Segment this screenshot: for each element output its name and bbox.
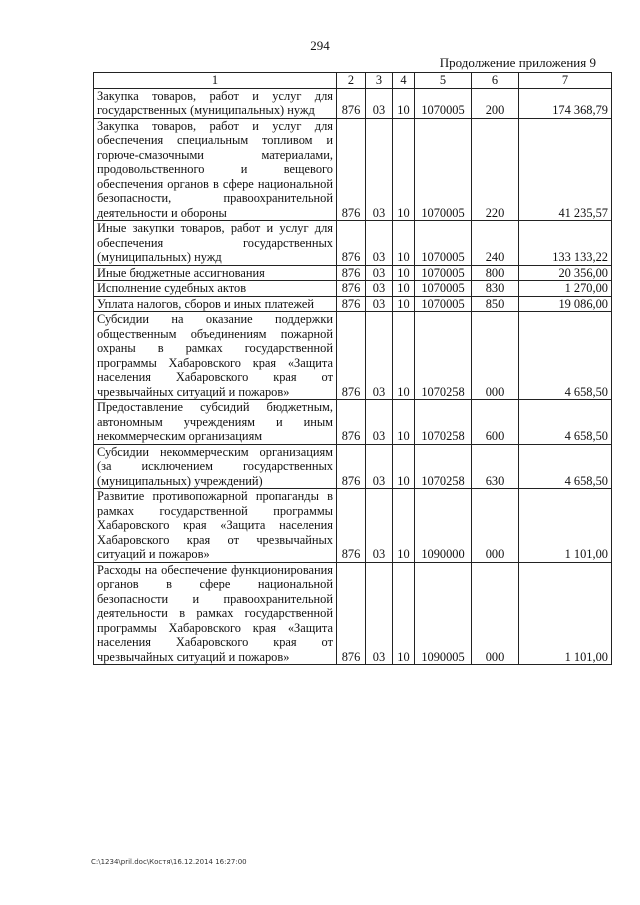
row-col-6: 220 — [472, 118, 519, 221]
row-col-2: 876 — [337, 88, 366, 118]
row-col-4: 10 — [393, 281, 415, 297]
row-col-5: 1090000 — [415, 489, 472, 563]
row-col-3: 03 — [366, 296, 393, 312]
row-col-2: 876 — [337, 489, 366, 563]
row-col-3: 03 — [366, 88, 393, 118]
table-row — [94, 265, 612, 281]
row-col-3: 03 — [366, 400, 393, 445]
row-col-4: 10 — [393, 562, 415, 665]
row-amount: 4 658,50 — [519, 444, 612, 489]
budget-table — [93, 72, 612, 665]
header-col-2: 2 — [337, 73, 366, 89]
row-col-3: 03 — [366, 312, 393, 400]
row-col-5: 1070005 — [415, 265, 472, 281]
table-row — [94, 118, 612, 221]
row-col-3: 03 — [366, 489, 393, 563]
table-row — [94, 281, 612, 297]
row-amount: 1 101,00 — [519, 489, 612, 563]
row-col-3: 03 — [366, 281, 393, 297]
row-amount: 41 235,57 — [519, 118, 612, 221]
row-col-6: 600 — [472, 400, 519, 445]
table-row — [94, 296, 612, 312]
row-name: Предоставление субсидий бюджетным, автономным учреждениям и иным некоммерческим организациям — [94, 400, 337, 445]
header-col-6: 6 — [472, 73, 519, 89]
row-col-5: 1070258 — [415, 312, 472, 400]
footer-file-path: C:\1234\pril.doc\Костя\16.12.2014 16:27:00 — [91, 858, 247, 866]
row-col-2: 876 — [337, 118, 366, 221]
row-amount: 4 658,50 — [519, 400, 612, 445]
header-col-5: 5 — [415, 73, 472, 89]
row-amount: 1 270,00 — [519, 281, 612, 297]
row-col-6: 850 — [472, 296, 519, 312]
header-row — [94, 73, 612, 89]
row-col-3: 03 — [366, 265, 393, 281]
row-col-4: 10 — [393, 296, 415, 312]
row-col-4: 10 — [393, 400, 415, 445]
row-name: Иные бюджетные ассигнования — [94, 265, 337, 281]
row-col-6: 240 — [472, 221, 519, 266]
appendix-continuation: Продолжение приложения 9 — [439, 55, 596, 70]
row-col-2: 876 — [337, 265, 366, 281]
row-col-6: 000 — [472, 562, 519, 665]
row-col-3: 03 — [366, 444, 393, 489]
row-col-4: 10 — [393, 444, 415, 489]
table-row — [94, 489, 612, 563]
row-amount: 19 086,00 — [519, 296, 612, 312]
row-name: Закупка товаров, работ и услуг для обеспечения специальным топливом и горюче-смазочными материалами, продовольственного и вещевого обеспечения органов в сфере национальной безопасности, правоохранительной деятельности и обороны — [94, 118, 337, 221]
row-col-5: 1090005 — [415, 562, 472, 665]
row-col-6: 800 — [472, 265, 519, 281]
row-col-3: 03 — [366, 562, 393, 665]
row-col-2: 876 — [337, 444, 366, 489]
row-col-4: 10 — [393, 265, 415, 281]
row-col-2: 876 — [337, 221, 366, 266]
row-col-2: 876 — [337, 400, 366, 445]
row-col-6: 000 — [472, 489, 519, 563]
row-col-2: 876 — [337, 281, 366, 297]
table-row — [94, 312, 612, 400]
header-col-3: 3 — [366, 73, 393, 89]
row-name: Закупка товаров, работ и услуг для государственных (муниципальных) нужд — [94, 88, 337, 118]
row-col-6: 830 — [472, 281, 519, 297]
row-col-6: 200 — [472, 88, 519, 118]
row-amount: 1 101,00 — [519, 562, 612, 665]
row-col-6: 630 — [472, 444, 519, 489]
row-col-6: 000 — [472, 312, 519, 400]
header-col-7: 7 — [519, 73, 612, 89]
table-row — [94, 562, 612, 665]
header-col-1: 1 — [94, 73, 337, 89]
row-amount: 4 658,50 — [519, 312, 612, 400]
row-name: Иные закупки товаров, работ и услуг для обеспечения государственных (муниципальных) нужд — [94, 221, 337, 266]
row-col-5: 1070005 — [415, 221, 472, 266]
row-col-2: 876 — [337, 312, 366, 400]
page-number: 294 — [310, 38, 330, 53]
row-col-4: 10 — [393, 489, 415, 563]
table-row — [94, 88, 612, 118]
row-col-5: 1070005 — [415, 296, 472, 312]
row-col-2: 876 — [337, 562, 366, 665]
row-col-4: 10 — [393, 118, 415, 221]
row-col-3: 03 — [366, 221, 393, 266]
row-amount: 20 356,00 — [519, 265, 612, 281]
row-name: Субсидии на оказание поддержки общественным объединениям пожарной охраны в рамках государственной программы Хабаровского края «Защита населения Хабаровского края от чрезвычайных ситуаций и пожаров» — [94, 312, 337, 400]
row-col-5: 1070258 — [415, 400, 472, 445]
row-col-4: 10 — [393, 88, 415, 118]
row-col-3: 03 — [366, 118, 393, 221]
row-col-4: 10 — [393, 221, 415, 266]
row-col-2: 876 — [337, 296, 366, 312]
row-name: Развитие противопожарной пропаганды в рамках государственной программы Хабаровского края «Защита населения Хабаровского края от чрезвычайных ситуаций и пожаров» — [94, 489, 337, 563]
table-row — [94, 444, 612, 489]
table-row — [94, 221, 612, 266]
row-col-5: 1070005 — [415, 281, 472, 297]
row-name: Субсидии некоммерческим организациям (за исключением государственных (муниципальных) учреждений) — [94, 444, 337, 489]
header-col-4: 4 — [393, 73, 415, 89]
table-row — [94, 400, 612, 445]
row-col-5: 1070005 — [415, 88, 472, 118]
row-col-4: 10 — [393, 312, 415, 400]
row-col-5: 1070258 — [415, 444, 472, 489]
row-name: Расходы на обеспечение функционирования органов в сфере национальной безопасности и правоохранительной деятельности в рамках государственной программы Хабаровского края «Защита населения Хабаровского края от чрезвычайных ситуаций и пожаров» — [94, 562, 337, 665]
row-amount: 133 133,22 — [519, 221, 612, 266]
row-name: Исполнение судебных актов — [94, 281, 337, 297]
row-col-5: 1070005 — [415, 118, 472, 221]
row-amount: 174 368,79 — [519, 88, 612, 118]
row-name: Уплата налогов, сборов и иных платежей — [94, 296, 337, 312]
